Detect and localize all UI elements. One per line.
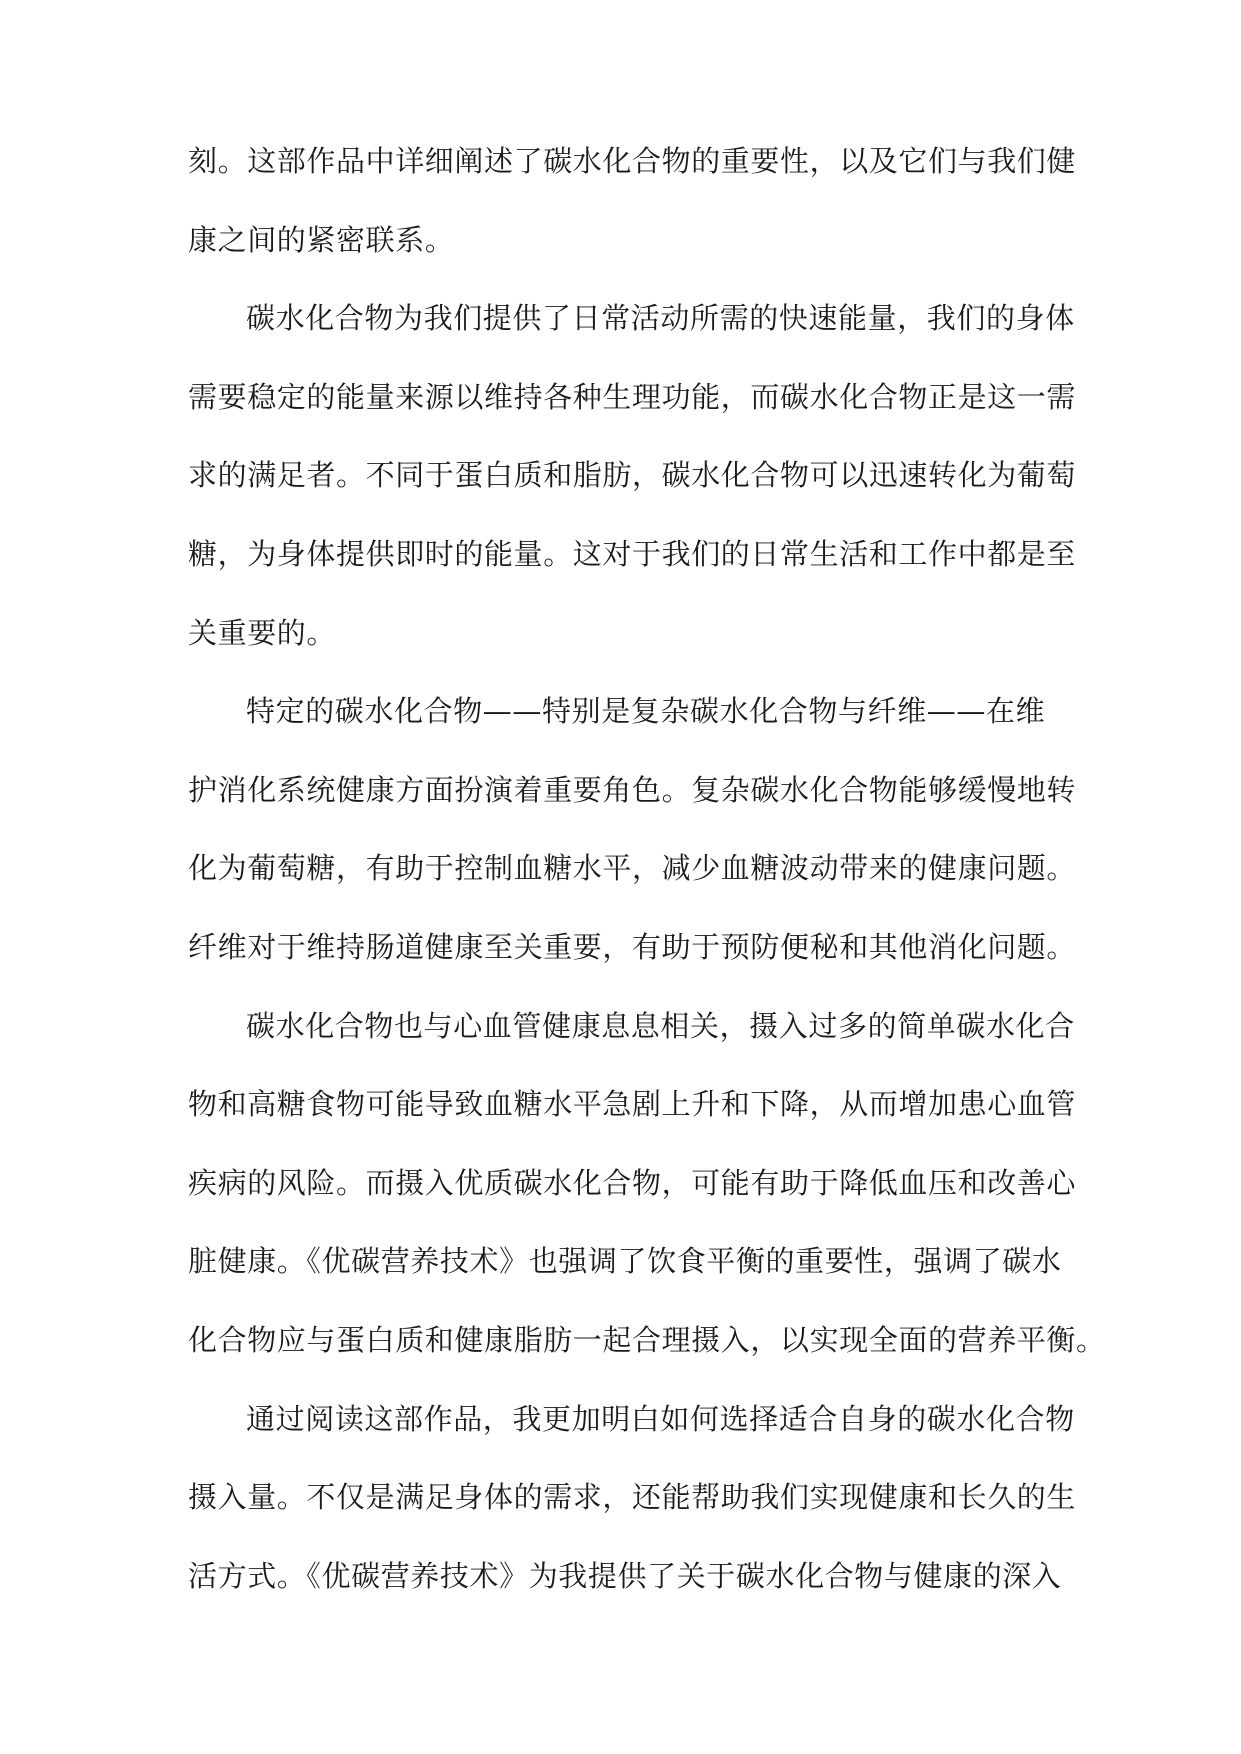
text-line-first: 碳水化合物也与心血管健康息息相关，摄入过多的简单碳水化合 xyxy=(246,1008,1075,1043)
paragraph-5 xyxy=(188,1399,1077,1635)
text-line: 活方式。《优碳营养技术》为我提供了关于碳水化合物与健康的深入 xyxy=(188,1558,1062,1593)
text-line: 需要稳定的能量来源以维持各种生理功能，而碳水化合物正是这一需 xyxy=(188,379,1077,414)
text-line: 护消化系统健康方面扮演着重要角色。复杂碳水化合物能够缓慢地转 xyxy=(188,772,1077,807)
text-line-first: 碳水化合物为我们提供了日常活动所需的快速能量，我们的身体 xyxy=(246,301,1075,336)
text-line: 康之间的紧密联系。 xyxy=(188,222,455,257)
paragraph-2 xyxy=(188,298,1077,691)
text-line: 摄入量。不仅是满足身体的需求，还能帮助我们实现健康和长久的生 xyxy=(188,1480,1077,1515)
paragraph-4 xyxy=(188,1006,1106,1399)
text-line-first: 特定的碳水化合物——特别是复杂碳水化合物与纤维——在维 xyxy=(246,694,1046,729)
text-line: 纤维对于维持肠道健康至关重要，有助于预防便秘和其他消化问题。 xyxy=(188,929,1077,964)
text-line-first: 通过阅读这部作品，我更加明白如何选择适合自身的碳水化合物 xyxy=(246,1401,1075,1436)
text-line: 化为葡萄糖，有助于控制血糖水平，减少血糖波动带来的健康问题。 xyxy=(188,851,1077,886)
text-line: 糖，为身体提供即时的能量。这对于我们的日常生活和工作中都是至 xyxy=(188,536,1077,571)
paragraph-3 xyxy=(188,691,1077,1005)
document-body xyxy=(188,141,1106,1634)
text-line: 关重要的。 xyxy=(188,615,337,650)
text-line: 物和高糖食物可能导致血糖水平急剧上升和下降，从而增加患心血管 xyxy=(188,1087,1077,1122)
text-line: 疾病的风险。而摄入优质碳水化合物，可能有助于降低血压和改善心 xyxy=(188,1165,1077,1200)
paragraph-1 xyxy=(188,141,1077,298)
text-line: 化合物应与蛋白质和健康脂肪一起合理摄入，以实现全面的营养平衡。 xyxy=(188,1322,1106,1357)
text-line: 脏健康。《优碳营养技术》也强调了饮食平衡的重要性，强调了碳水 xyxy=(188,1244,1062,1279)
text-line: 刻。这部作品中详细阐述了碳水化合物的重要性，以及它们与我们健 xyxy=(188,144,1077,178)
text-line: 求的满足者。不同于蛋白质和脂肪，碳水化合物可以迅速转化为葡萄 xyxy=(188,458,1077,493)
